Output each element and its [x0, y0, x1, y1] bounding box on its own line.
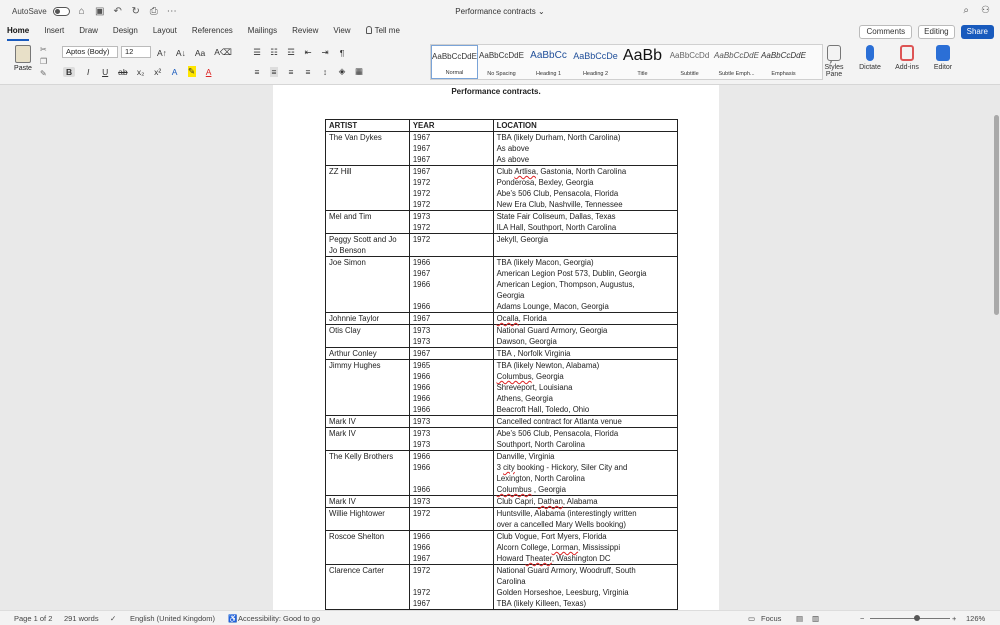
zoom-in-icon[interactable]: + — [952, 614, 957, 623]
account-icon[interactable]: ⚇ — [981, 5, 990, 16]
pilcrow-icon[interactable]: ¶ — [339, 47, 345, 58]
styles-pane-button[interactable] — [817, 45, 851, 78]
location-cell[interactable] — [493, 211, 677, 234]
share-button[interactable]: Share — [961, 25, 994, 39]
style-emphasis[interactable] — [760, 45, 807, 79]
year-line: 1973 — [412, 417, 431, 426]
accessibility-icon: ♿ — [228, 614, 238, 623]
year-line: 1973 — [412, 429, 431, 438]
header-artist: ARTIST — [326, 120, 410, 132]
clear-formatting-icon[interactable]: A⌫ — [214, 47, 232, 57]
styles-gallery — [430, 44, 832, 80]
year-line: 1966 — [412, 463, 431, 472]
highlight-icon[interactable]: ✎ — [188, 66, 196, 76]
location-cell[interactable] — [493, 325, 677, 348]
location-line: TBA (likely Durham, North Carolina) — [496, 133, 621, 142]
copy-icon[interactable]: ❐ — [40, 57, 48, 66]
editor-icon — [936, 45, 950, 61]
focus-icon[interactable]: ▭ — [748, 614, 756, 623]
year-line: 1966 — [412, 383, 431, 392]
year-line: 1966 — [412, 452, 431, 461]
artist-cell[interactable]: ZZ Hill — [326, 166, 410, 211]
location-cell[interactable] — [493, 257, 677, 313]
location-cell[interactable] — [493, 416, 677, 428]
ribbon-tabs — [0, 23, 1000, 41]
year-cell[interactable] — [409, 166, 493, 211]
table-header-row — [326, 120, 678, 132]
location-line: Abe’s 506 Club, Pensacola, Florida — [496, 429, 619, 438]
location-cell[interactable] — [493, 132, 677, 166]
year-line: 1972 — [412, 235, 431, 244]
grow-font-icon[interactable]: A↑ — [157, 47, 167, 58]
year-line: 1966 — [412, 302, 431, 311]
location-line: 3 city booking - Hickory, Siler City and — [496, 463, 628, 472]
location-cell[interactable] — [493, 451, 677, 496]
style-heading-1[interactable] — [525, 45, 572, 79]
location-line: Adams Lounge, Macon, Georgia — [496, 302, 609, 311]
location-line: Howard Theater, Washington DC — [496, 554, 611, 563]
font-size-select[interactable]: 12 — [121, 46, 151, 58]
year-cell[interactable] — [409, 313, 493, 325]
artist-cell[interactable]: Willie Hightower — [326, 508, 410, 531]
year-cell[interactable] — [409, 257, 493, 313]
year-line: 1967 — [412, 554, 431, 563]
style-preview: AaBb — [622, 47, 663, 64]
table-row — [326, 132, 678, 166]
style-label: Heading 2 — [582, 71, 609, 77]
tab-draw[interactable]: Draw — [79, 26, 98, 35]
location-line: Dawson, Georgia — [496, 337, 557, 346]
proofing-icon[interactable]: ✓ — [110, 614, 117, 623]
chevron-down-icon[interactable]: ⌄ — [538, 7, 545, 16]
table-row — [326, 360, 678, 416]
year-line: 1972 — [412, 566, 431, 575]
lightbulb-icon — [366, 26, 372, 34]
year-cell[interactable] — [409, 428, 493, 451]
year-cell[interactable] — [409, 451, 493, 496]
location-line: National Guard Armory, Georgia — [496, 326, 608, 335]
location-cell[interactable] — [493, 360, 677, 416]
location-line: Cancelled contract for Atlanta venue — [496, 417, 622, 426]
autosave-label: AutoSave — [12, 7, 47, 16]
year-cell[interactable] — [409, 565, 493, 610]
bullets-icon[interactable]: ☰ — [253, 47, 261, 57]
save-icon[interactable]: ▣ — [94, 6, 105, 17]
year-cell[interactable] — [409, 211, 493, 234]
style-title[interactable] — [619, 45, 666, 79]
year-line: 1973 — [412, 337, 431, 346]
location-line: Club Capri, Dathan, Alabama — [496, 497, 598, 506]
year-line: 1966 — [412, 532, 431, 541]
change-case-icon[interactable]: Aa — [194, 47, 206, 58]
title-bar — [0, 0, 1000, 23]
redo-icon[interactable]: ↻ — [131, 6, 140, 17]
year-line: 1967 — [412, 133, 431, 142]
font-name-select[interactable]: Aptos (Body) — [62, 46, 118, 58]
year-line: 1967 — [412, 599, 431, 608]
artist-cell[interactable]: Johnnie Taylor — [326, 313, 410, 325]
tab-insert[interactable]: Insert — [44, 26, 65, 35]
comments-button[interactable]: Comments — [859, 25, 912, 39]
table-row — [326, 496, 678, 508]
zoom-slider-thumb[interactable] — [914, 615, 920, 621]
year-line: 1972 — [412, 509, 431, 518]
year-cell[interactable] — [409, 348, 493, 360]
styles-pane-label: Styles Pane — [824, 64, 844, 78]
location-cell[interactable] — [493, 565, 677, 610]
year-line: 1972 — [412, 178, 431, 187]
tab-home[interactable]: Home — [7, 23, 29, 41]
year-line: 1966 — [412, 485, 431, 494]
location-cell[interactable] — [493, 348, 677, 360]
ribbon — [0, 41, 1000, 85]
contracts-table — [325, 119, 678, 610]
location-cell[interactable] — [493, 428, 677, 451]
zoom-slider[interactable] — [870, 618, 950, 619]
artist-cell[interactable]: Roscoe Shelton — [326, 531, 410, 565]
year-cell[interactable] — [409, 416, 493, 428]
addins-icon — [900, 45, 914, 61]
style-preview: AaBbCcDdE — [479, 51, 524, 60]
table-row — [326, 234, 678, 257]
year-line: 1966 — [412, 258, 431, 267]
table-row — [326, 348, 678, 360]
location-line: National Guard Armory, Woodruff, South — [496, 566, 636, 575]
style-preview: AaBbCcDdE — [714, 51, 759, 60]
location-line: Alcorn College, Lorman, Mississippi — [496, 543, 621, 552]
scrollbar-thumb[interactable] — [994, 115, 999, 315]
artist-cell[interactable]: Mark IV — [326, 416, 410, 428]
chevron-right-icon[interactable]: › — [829, 57, 832, 66]
location-line: TBA , Norfolk Virginia — [496, 349, 571, 358]
print-layout-icon[interactable]: ▤ — [796, 614, 804, 623]
addins-button[interactable] — [890, 45, 924, 71]
font-color-icon[interactable]: A — [205, 66, 212, 77]
underline-button[interactable]: U — [102, 66, 109, 77]
year-line — [413, 576, 490, 587]
line-spacing-icon[interactable]: ↕ — [322, 66, 328, 77]
strikethrough-button[interactable]: ab — [118, 66, 128, 77]
editing-button[interactable]: Editing — [918, 25, 954, 39]
home-icon[interactable]: ⌂ — [78, 6, 85, 17]
location-line: As above — [496, 155, 530, 164]
location-line: TBA (likely Killeen, Texas) — [496, 599, 587, 608]
year-line: 1973 — [412, 440, 431, 449]
language[interactable]: English (United Kingdom) — [130, 614, 216, 623]
location-cell[interactable] — [493, 234, 677, 257]
decrease-indent-icon[interactable]: ⇤ — [304, 47, 312, 57]
year-line: 1967 — [412, 349, 431, 358]
location-cell[interactable] — [493, 166, 677, 211]
year-cell[interactable] — [409, 132, 493, 166]
format-painter-icon[interactable]: ✎ — [40, 69, 47, 78]
year-line: 1965 — [412, 361, 431, 370]
location-line: Columbus , Georgia — [496, 485, 566, 494]
focus-label[interactable]: Focus — [761, 614, 782, 623]
editor-label: Editor — [933, 64, 953, 71]
paste-label: Paste — [14, 65, 32, 72]
artist-cell[interactable]: Mel and Tim — [326, 211, 410, 234]
tab-tell-me[interactable] — [366, 23, 400, 41]
artist-cell[interactable]: Mark IV — [326, 428, 410, 451]
year-line: 1973 — [412, 326, 431, 335]
table-row — [326, 565, 678, 610]
artist-cell[interactable]: Jimmy Hughes — [326, 360, 410, 416]
table-row — [326, 416, 678, 428]
artist-cell[interactable]: The Van Dykes — [326, 132, 410, 166]
year-line: 1972 — [412, 189, 431, 198]
page-title: Performance contracts. — [451, 87, 541, 96]
table-row — [326, 166, 678, 211]
header-year: YEAR — [409, 120, 493, 132]
tab-review[interactable]: Review — [292, 26, 319, 35]
year-line: 1972 — [412, 588, 431, 597]
year-line: 1967 — [412, 269, 431, 278]
search-icon[interactable]: ⌕ — [963, 5, 970, 16]
year-line — [413, 519, 490, 530]
year-line: 1966 — [412, 372, 431, 381]
editor-button[interactable] — [926, 45, 960, 71]
location-cell[interactable] — [493, 508, 677, 531]
location-line: ILA Hall, Southport, North Carolina — [496, 223, 617, 232]
paste-button[interactable] — [8, 45, 38, 72]
artist-cell[interactable]: The Kelly Brothers — [326, 451, 410, 496]
style-label: No Spacing — [487, 71, 516, 77]
multilevel-list-icon[interactable]: ☲ — [287, 47, 295, 57]
artist-cell[interactable]: Clarence Carter — [326, 565, 410, 610]
align-left-icon[interactable]: ≡ — [254, 66, 260, 77]
table-row — [326, 428, 678, 451]
location-line: Danville, Virginia — [496, 452, 555, 461]
artist-cell[interactable]: Joe Simon — [326, 257, 410, 313]
location-line: Athens, Georgia — [496, 394, 553, 403]
tab-mailings[interactable]: Mailings — [247, 26, 278, 35]
tab-references[interactable]: References — [191, 26, 233, 35]
location-line: Southport, North Carolina — [496, 440, 585, 449]
location-line: Georgia — [496, 291, 525, 300]
style-preview: AaBbCcDd — [669, 51, 710, 60]
styles-pane-icon — [827, 45, 841, 61]
style-label: Subtitle — [680, 71, 699, 77]
web-layout-icon[interactable]: ▥ — [812, 614, 820, 623]
year-line: 1966 — [412, 394, 431, 403]
style-preview: AaBbCcDdE — [761, 51, 806, 60]
year-line: 1966 — [412, 405, 431, 414]
location-line: Club Artlisa, Gastonia, North Carolina — [496, 167, 627, 176]
year-line: 1972 — [412, 223, 431, 232]
header-location: LOCATION — [493, 120, 677, 132]
subscript-button[interactable]: x₂ — [136, 66, 145, 77]
table-body — [326, 132, 678, 610]
tab-view[interactable]: View — [333, 26, 351, 35]
location-line: As above — [496, 144, 530, 153]
zoom-level[interactable]: 126% — [966, 614, 986, 623]
style-no-spacing[interactable] — [478, 45, 525, 79]
location-line: Shreveport, Louisiana — [496, 383, 573, 392]
location-line: American Legion Post 573, Dublin, Georgia — [496, 269, 647, 278]
year-line: 1973 — [412, 497, 431, 506]
shrink-font-icon[interactable]: A↓ — [175, 47, 186, 58]
year-cell[interactable] — [409, 508, 493, 531]
dictate-button[interactable] — [853, 45, 887, 71]
accessibility-status[interactable]: Accessibility: Good to go — [238, 614, 321, 623]
year-line: 1966 — [412, 543, 431, 552]
table-row — [326, 313, 678, 325]
style-label: Normal — [445, 70, 464, 76]
table-row — [326, 451, 678, 496]
year-cell[interactable] — [409, 234, 493, 257]
table-row — [326, 257, 678, 313]
artist-cell[interactable]: Otis Clay — [326, 325, 410, 348]
undo-icon[interactable]: ↶ — [113, 6, 122, 17]
zoom-out-icon[interactable]: − — [860, 614, 865, 623]
table-row — [326, 325, 678, 348]
year-cell[interactable] — [409, 531, 493, 565]
style-preview: AaBbCcDdE — [432, 52, 477, 61]
location-line: Ponderosa, Bexley, Georgia — [496, 178, 594, 187]
autosave-toggle[interactable] — [53, 7, 70, 16]
location-line: Carolina — [496, 577, 526, 586]
location-line: TBA (likely Macon, Georgia) — [496, 258, 594, 267]
location-line: New Era Club, Nashville, Tennessee — [496, 200, 623, 209]
tab-layout[interactable]: Layout — [152, 26, 177, 35]
table-row — [326, 531, 678, 565]
location-line: Jekyll, Georgia — [496, 235, 549, 244]
bold-button[interactable]: B — [63, 67, 75, 77]
italic-button[interactable]: I — [86, 66, 90, 77]
location-line: State Fair Coliseum, Dallas, Texas — [496, 212, 616, 221]
year-line: 1966 — [412, 280, 431, 289]
style-subtitle[interactable] — [666, 45, 713, 79]
location-line: over a cancelled Mary Wells booking) — [496, 520, 626, 529]
artist-cell[interactable]: Peggy Scott and Jo Jo Benson — [326, 234, 410, 257]
location-line: Club Vogue, Fort Myers, Florida — [496, 532, 607, 541]
style-preview: AaBbCcDe — [573, 51, 618, 61]
location-cell[interactable] — [493, 496, 677, 508]
shading-icon[interactable]: ◈ — [338, 66, 346, 76]
tab-design[interactable]: Design — [112, 26, 138, 35]
status-bar — [0, 610, 1000, 625]
increase-indent-icon[interactable]: ⇥ — [321, 47, 329, 57]
artist-cell[interactable]: Mark IV — [326, 496, 410, 508]
style-label: Heading 1 — [535, 71, 562, 77]
word-count[interactable]: 291 words — [64, 614, 99, 623]
year-line — [413, 473, 490, 484]
location-line: Lexington, North Carolina — [496, 474, 585, 483]
print-icon[interactable]: ⎙ — [149, 6, 158, 17]
location-cell[interactable] — [493, 313, 677, 325]
location-line: Abe’s 506 Club, Pensacola, Florida — [496, 189, 619, 198]
year-line: 1972 — [412, 200, 431, 209]
page-count[interactable]: Page 1 of 2 — [14, 614, 53, 623]
microphone-icon — [866, 45, 874, 61]
location-line: Golden Horseshoe, Leesburg, Virginia — [496, 588, 629, 597]
location-line: TBA (likely Newton, Alabama) — [496, 361, 600, 370]
style-label: Subtle Emph... — [718, 71, 755, 77]
table-row — [326, 211, 678, 234]
superscript-button[interactable]: x² — [154, 66, 162, 77]
year-cell[interactable] — [409, 360, 493, 416]
clipboard-icon — [15, 45, 31, 63]
year-cell[interactable] — [409, 496, 493, 508]
dictate-label: Dictate — [859, 64, 881, 71]
document-page[interactable] — [273, 85, 719, 610]
year-line: 1973 — [412, 212, 431, 221]
document-title[interactable]: Performance contracts — [455, 7, 536, 16]
location-line: Ocalla, Florida — [496, 314, 547, 323]
location-line: Columbus, Georgia — [496, 372, 564, 381]
numbering-icon[interactable]: ☷ — [270, 47, 278, 57]
table-row — [326, 508, 678, 531]
align-right-icon[interactable]: ≡ — [288, 66, 294, 77]
year-line — [413, 290, 490, 301]
align-center-icon[interactable]: ≡ — [271, 66, 277, 77]
location-cell[interactable] — [493, 531, 677, 565]
addins-label: Add-ins — [895, 64, 919, 71]
style-label: Emphasis — [771, 71, 796, 77]
location-line: American Legion, Thompson, Augustus, — [496, 280, 635, 289]
style-label: Title — [637, 71, 648, 77]
justify-icon[interactable]: ≡ — [305, 66, 311, 77]
location-line: Huntsville, Alabama (interestingly written — [496, 509, 637, 518]
borders-icon[interactable]: ▦ — [355, 66, 364, 76]
year-line: 1967 — [412, 155, 431, 164]
location-line: Beacroft Hall, Toledo, Ohio — [496, 405, 590, 414]
year-cell[interactable] — [409, 325, 493, 348]
text-effects-icon[interactable]: A — [171, 66, 178, 77]
year-line: 1967 — [412, 314, 431, 323]
year-line: 1967 — [412, 144, 431, 153]
year-line: 1967 — [412, 167, 431, 176]
style-heading-2[interactable] — [572, 45, 619, 79]
more-icon[interactable]: ⋯ — [166, 6, 177, 17]
style-preview: AaBbCc — [530, 50, 567, 61]
artist-cell[interactable]: Arthur Conley — [326, 348, 410, 360]
style-subtle-emphasis[interactable] — [713, 45, 760, 79]
style-normal[interactable] — [431, 45, 478, 79]
cut-icon[interactable]: ✂ — [40, 45, 47, 54]
tell-me-label: Tell me — [374, 26, 400, 35]
